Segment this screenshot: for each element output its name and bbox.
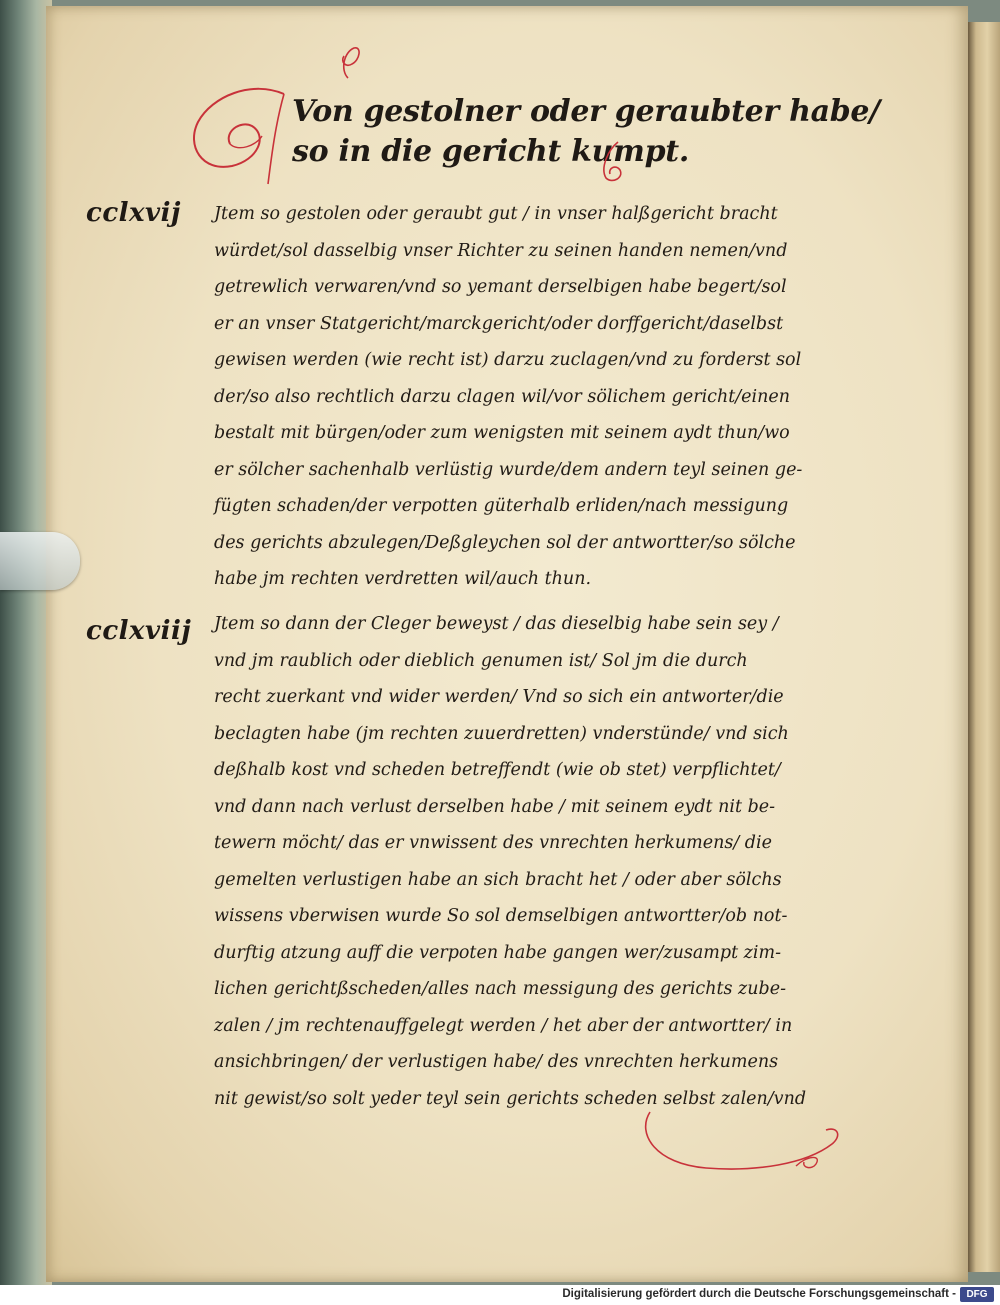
paragraph-cclxviij: [214, 606, 874, 1117]
next-page-edge: [968, 22, 1000, 1272]
text-line: des gerichts abzulegen/Deßgleychen sol der antwortter/so sölche: [214, 532, 796, 553]
text-line: würdet/sol dasselbig vnser Richter zu seinen handen nemen/vnd: [214, 240, 788, 261]
text-line: getrewlich verwaren/vnd so yemant derselbigen habe begert/sol: [214, 277, 787, 297]
text-line: recht zuerkant vnd wider werden/ Vnd so sich ein antworter/die: [214, 687, 784, 707]
text-line: ansichbringen/ der verlustigen habe/ des vnrechten herkumens: [214, 1052, 779, 1072]
digitization-credit: Digitalisierung gefördert durch die Deutsche Forschungsgemeinschaft -: [562, 1288, 956, 1300]
dfg-logo: DFG: [960, 1287, 994, 1302]
rubric-flourish-small: [588, 138, 632, 186]
book-fore-edge: [0, 0, 52, 1285]
text-line: durftig atzung auff die verpoten habe gangen wer/zusampt zim-: [214, 942, 781, 963]
text-line: gewisen werden (wie recht ist) darzu zuclagen/vnd zu forderst sol: [214, 350, 802, 370]
paragraph-cclxvij: [214, 196, 874, 598]
section-heading: [292, 92, 880, 172]
text-line: vnd jm raublich oder dieblich genumen ist/ Sol jm die durch: [214, 650, 748, 671]
text-line: tewern möcht/ das er vnwissent des vnrechten herkumens/ die: [214, 833, 772, 853]
text-line: habe jm rechten verdretten wil/auch thun.: [214, 569, 592, 589]
text-line: fügten schaden/der verpotten güterhalb erliden/nach messigung: [214, 496, 789, 516]
rubric-flourish-bottom: [636, 1104, 846, 1176]
text-line: er sölcher sachenhalb verlüstig wurde/dem andern teyl seinen ge-: [214, 459, 803, 480]
rubric-flourish-top: [330, 42, 370, 84]
text-line: er an vnser Statgericht/marckgericht/oder dorffgericht/daselbst: [214, 313, 784, 334]
text-line: der/so also rechtlich darzu clagen wil/vor sölichem gericht/einen: [214, 386, 791, 407]
text-line: deßhalb kost vnd scheden betreffendt (wie ob stet) verpflichtet/: [214, 760, 781, 780]
text-line: zalen / jm rechtenauffgelegt werden / het aber der antwortter/ in: [214, 1015, 793, 1036]
text-line: vnd dann nach verlust derselben habe / mit seinem eydt nit be-: [214, 796, 776, 817]
text-line: lichen gerichtßscheden/alles nach messigung des gerichts zube-: [214, 979, 787, 999]
rubricated-initial: [172, 82, 302, 192]
heading-line: Von gestolner oder geraubter habe/: [292, 94, 880, 129]
text-line: Jtem so gestolen oder geraubt gut / in vnser halßgericht bracht: [214, 204, 778, 224]
text-line: nit gewist/so solt yeder teyl sein gerichts scheden selbst zalen/vnd: [214, 1088, 807, 1109]
heading-line: so in die gericht kumpt.: [292, 134, 689, 169]
text-line: Jtem so dann der Cleger beweyst / das dieselbig habe sein sey /: [214, 614, 779, 634]
marginal-number: cclxviij: [86, 616, 192, 646]
text-line: wissens vberwisen wurde So sol demselbigen antwortter/ob not-: [214, 906, 788, 926]
text-line: gemelten verlustigen habe an sich bracht het / oder aber sölchs: [214, 869, 782, 890]
text-line: bestalt mit bürgen/oder zum wenigsten mit seinem aydt thun/wo: [214, 423, 790, 443]
page-clip: [0, 532, 80, 590]
text-line: beclagten habe (jm rechten zuuerdretten) vnderstünde/ vnd sich: [214, 723, 789, 744]
marginal-number: cclxvij: [86, 198, 181, 228]
